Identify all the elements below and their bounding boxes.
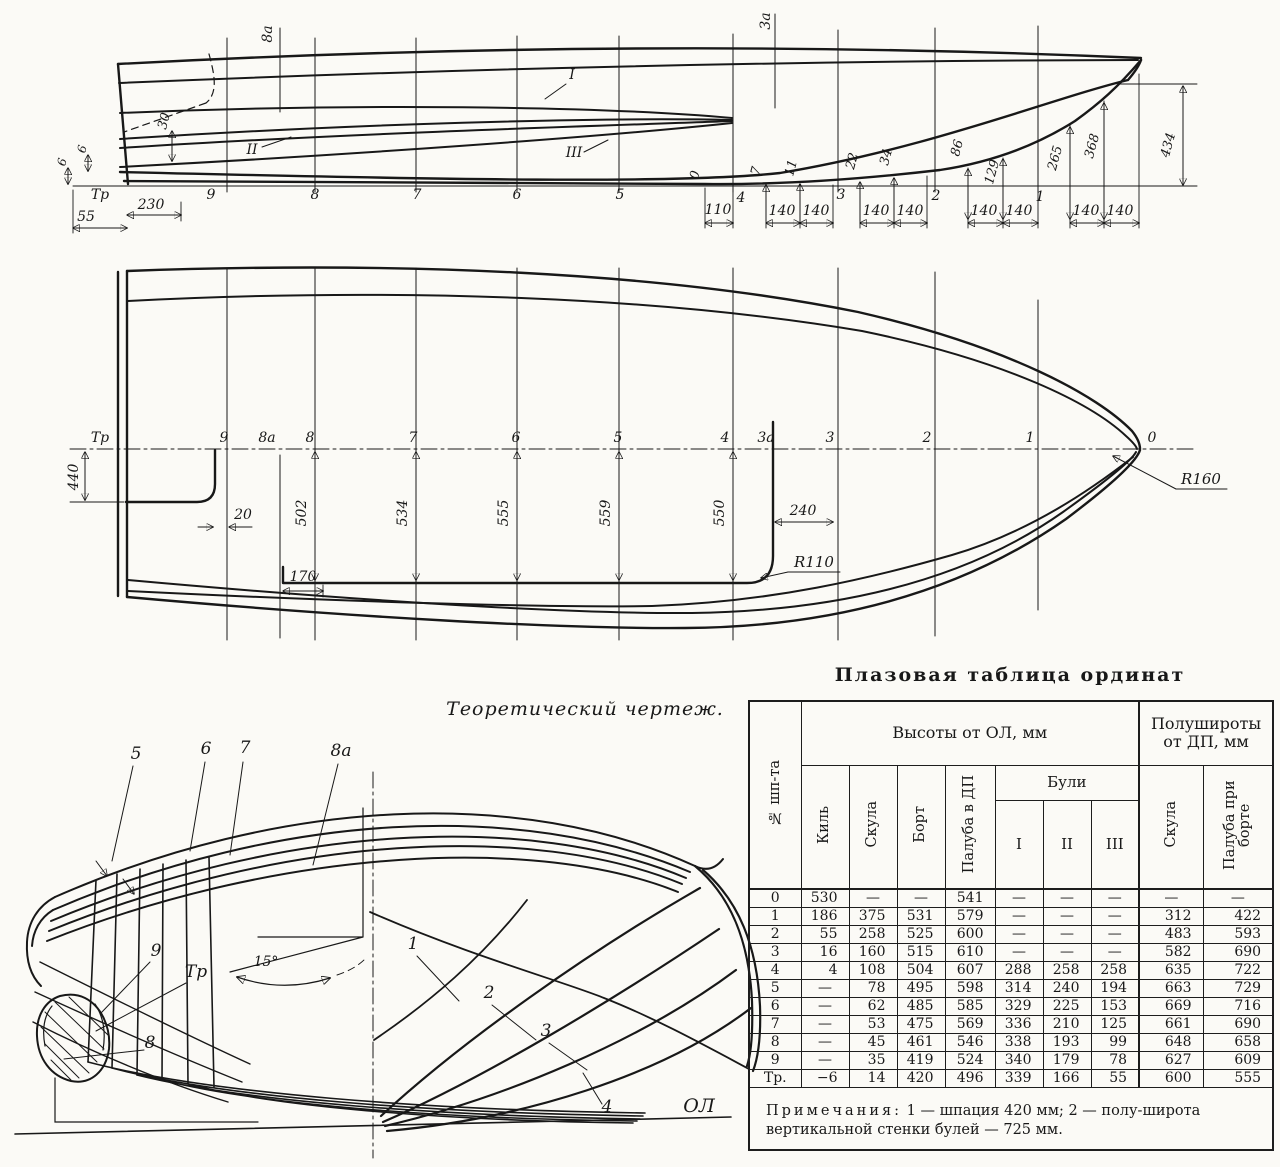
- table-cell: 9: [749, 1051, 801, 1069]
- header-keel: Киль: [801, 765, 849, 889]
- station-label: 3а: [758, 12, 774, 30]
- table-cell: 62: [849, 997, 897, 1015]
- table-cell: 419: [897, 1051, 945, 1069]
- table-cell: 6: [749, 997, 801, 1015]
- deck-outline-lower: [127, 450, 1140, 628]
- header-bulge-2: II: [1043, 800, 1091, 889]
- table-cell: 78: [849, 979, 897, 997]
- dimension-label: 140: [1072, 203, 1100, 219]
- leader-lines: [262, 84, 608, 152]
- table-cell: 690: [1203, 943, 1273, 961]
- station-label: 0: [1147, 430, 1157, 446]
- radius-label: R160: [1181, 470, 1221, 488]
- waterline-label: I: [569, 67, 575, 83]
- table-cell: —: [1139, 889, 1203, 908]
- header-frame-no: № шп-та: [749, 701, 801, 889]
- table-cell: 339: [995, 1069, 1043, 1087]
- bulge-wall-aft: [126, 450, 215, 502]
- table-cell: —: [1043, 907, 1091, 925]
- table-cell: 669: [1139, 997, 1203, 1015]
- dimension-label: 240: [789, 503, 817, 519]
- dimension-label: 140: [1005, 203, 1033, 219]
- table-cell: 546: [945, 1033, 995, 1051]
- table-cell: 329: [995, 997, 1043, 1015]
- station-label: 5: [613, 430, 623, 446]
- table-row: [749, 1033, 1273, 1051]
- table-body: [749, 889, 1273, 1088]
- table-cell: 495: [897, 979, 945, 997]
- dimension-label: 6: [74, 143, 90, 155]
- sheer-line: [119, 60, 1138, 83]
- table-cell: 485: [897, 997, 945, 1015]
- table-cell: 99: [1091, 1033, 1139, 1051]
- table-cell: 258: [849, 925, 897, 943]
- dimension-label: 140: [862, 203, 890, 219]
- dimension-label: 6: [54, 156, 70, 168]
- ordinate-table: [748, 700, 1274, 1151]
- dimension-label: 550: [712, 499, 728, 527]
- bulge-waterline-III: [120, 121, 732, 148]
- table-row: [749, 925, 1273, 943]
- body-plan-caption: Теоретический чертеж.: [446, 698, 724, 720]
- table-cell: 541: [945, 889, 995, 908]
- table-cell: 4: [801, 961, 849, 979]
- sheer-outline-upper: [128, 295, 1137, 449]
- table-cell: —: [801, 997, 849, 1015]
- table-cell: 598: [945, 979, 995, 997]
- table-cell: 635: [1139, 961, 1203, 979]
- station-label: 9: [219, 430, 229, 446]
- dimension-label: 86: [948, 138, 968, 159]
- station-label: 6: [200, 739, 212, 759]
- table-cell: —: [1091, 925, 1139, 943]
- table-cell: 375: [849, 907, 897, 925]
- dimension-label: 11: [782, 158, 802, 179]
- table-cell: 461: [897, 1033, 945, 1051]
- dimension-label: 140: [896, 203, 924, 219]
- header-chine: Скула: [849, 765, 897, 889]
- table-cell: 314: [995, 979, 1043, 997]
- header-bulge-1: I: [995, 800, 1043, 889]
- header-bulges-group: Були: [995, 765, 1139, 800]
- dimension-label: 230: [137, 197, 165, 213]
- table-cell: 5: [749, 979, 801, 997]
- profile-view: [68, 14, 1197, 233]
- dimension-label: 0: [687, 169, 704, 182]
- fore-sections: [370, 866, 760, 1131]
- table-cell: 475: [897, 1015, 945, 1033]
- table-cell: 661: [1139, 1015, 1203, 1033]
- table-cell: —: [1043, 943, 1091, 961]
- table-cell: 627: [1139, 1051, 1203, 1069]
- table-cell: 610: [945, 943, 995, 961]
- table-cell: 166: [1043, 1069, 1091, 1087]
- table-cell: 55: [1091, 1069, 1139, 1087]
- station-label: 9: [150, 941, 162, 961]
- station-label: 7: [408, 430, 418, 446]
- station-label: 3а: [757, 430, 775, 446]
- station-label: 7: [412, 187, 422, 203]
- table-cell: 525: [897, 925, 945, 943]
- table-cell: 585: [945, 997, 995, 1015]
- table-cell: 258: [1043, 961, 1091, 979]
- bulge-waterline-I: [120, 107, 732, 118]
- station-label: 6: [512, 187, 522, 203]
- station-label: 8: [310, 187, 320, 203]
- dimension-label: 534: [395, 499, 411, 527]
- table-cell: 524: [945, 1051, 995, 1069]
- dimension-label: 140: [768, 203, 796, 219]
- table-cell: 125: [1091, 1015, 1139, 1033]
- angle-annotation: [230, 808, 365, 985]
- station-label: 8: [144, 1033, 156, 1053]
- station-label: Тр: [184, 962, 208, 982]
- table-cell: 515: [897, 943, 945, 961]
- table-cell: 45: [849, 1033, 897, 1051]
- station-label: 2: [922, 430, 932, 446]
- station-label: 8а: [258, 430, 276, 446]
- table-title: Плазовая таблица ординат: [834, 664, 1186, 686]
- table-cell: 420: [897, 1069, 945, 1087]
- table-cell: 53: [849, 1015, 897, 1033]
- table-cell: 288: [995, 961, 1043, 979]
- bulge-wall-fwd: [283, 422, 773, 583]
- dimension-label: 140: [1106, 203, 1134, 219]
- table-cell: 582: [1139, 943, 1203, 961]
- table-cell: 648: [1139, 1033, 1203, 1051]
- dimension-label: 140: [970, 203, 998, 219]
- table-cell: 16: [801, 943, 849, 961]
- table-cell: 7: [749, 1015, 801, 1033]
- waterline-label: III: [565, 145, 583, 161]
- dimension-label: 22: [843, 151, 863, 172]
- station-label: 1: [1035, 189, 1045, 205]
- header-deck-side: Палуба при борте: [1203, 765, 1273, 889]
- dimension-label: 368: [1082, 132, 1104, 161]
- station-label: Тр: [90, 187, 110, 203]
- table-row: [749, 997, 1273, 1015]
- waterline-label: II: [246, 142, 258, 158]
- table-cell: —: [995, 943, 1043, 961]
- table-cell: Тр.: [749, 1069, 801, 1087]
- table-cell: −6: [801, 1069, 849, 1087]
- table-cell: 8: [749, 1033, 801, 1051]
- table-cell: 186: [801, 907, 849, 925]
- table-cell: —: [801, 1051, 849, 1069]
- table-cell: 716: [1203, 997, 1273, 1015]
- table-cell: —: [995, 907, 1043, 925]
- header-deck-cl: Палуба в ДП: [945, 765, 995, 889]
- table-cell: 496: [945, 1069, 995, 1087]
- aft-sections: [33, 857, 645, 1123]
- table-cell: 210: [1043, 1015, 1091, 1033]
- table-cell: —: [849, 889, 897, 908]
- baseline-label: ОЛ: [683, 1095, 715, 1117]
- table-cell: 194: [1091, 979, 1139, 997]
- station-label: 2: [483, 983, 495, 1003]
- dimension-label: 170: [289, 569, 317, 585]
- station-label: 3: [836, 187, 846, 203]
- table-cell: 312: [1139, 907, 1203, 925]
- table-cell: 422: [1203, 907, 1273, 925]
- table-cell: 607: [945, 961, 995, 979]
- station-label: 3: [825, 430, 835, 446]
- station-label: 5: [130, 744, 142, 764]
- table-cell: 609: [1203, 1051, 1273, 1069]
- bulge-section: [37, 995, 109, 1082]
- station-label: Тр: [90, 430, 110, 446]
- sheer-outline-lower: [128, 452, 1136, 613]
- dimension-label: 434: [1158, 131, 1180, 160]
- table-row: [749, 1069, 1273, 1087]
- station-label: 4: [720, 430, 730, 446]
- table-cell: 153: [1091, 997, 1139, 1015]
- dimension-label: 7: [748, 165, 765, 178]
- table-cell: 1: [749, 907, 801, 925]
- header-side: Борт: [897, 765, 945, 889]
- table-header: [749, 701, 1273, 889]
- table-cell: —: [1203, 889, 1273, 908]
- table-cell: —: [995, 889, 1043, 908]
- table-cell: —: [1091, 943, 1139, 961]
- table-cell: 690: [1203, 1015, 1273, 1033]
- dimension-label: 129: [982, 158, 1004, 187]
- bulge-waterline-II: [120, 119, 732, 139]
- table-cell: —: [995, 925, 1043, 943]
- table-cell: 338: [995, 1033, 1043, 1051]
- bulge-lower-edge: [120, 123, 732, 167]
- transom-outline: [118, 271, 127, 597]
- table-note: Примечания: 1 — шпация 420 мм; 2 — полу-широта вертикальной стенки булей — 725 мм.: [749, 1087, 1273, 1150]
- table-cell: 225: [1043, 997, 1091, 1015]
- header-heights-group: Высоты от ОЛ, мм: [801, 701, 1139, 765]
- dimension-label: 265: [1045, 144, 1067, 173]
- station-label: 7: [239, 738, 251, 758]
- table-cell: 160: [849, 943, 897, 961]
- station-label: 9: [206, 187, 216, 203]
- table-cell: 530: [801, 889, 849, 908]
- table-cell: 600: [1139, 1069, 1203, 1087]
- half-station-lines: [280, 14, 775, 112]
- dimension-label: 502: [294, 499, 310, 527]
- station-label: 2: [931, 188, 941, 204]
- table-cell: 504: [897, 961, 945, 979]
- halfbreadth-view: [70, 268, 1227, 640]
- table-cell: 569: [945, 1015, 995, 1033]
- table-cell: 4: [749, 961, 801, 979]
- table-cell: 108: [849, 961, 897, 979]
- deck-band: [27, 813, 723, 986]
- station-label: 3: [540, 1021, 552, 1041]
- station-label: 4: [601, 1097, 613, 1117]
- dimension-label: 34: [877, 147, 897, 168]
- table-cell: —: [897, 889, 945, 908]
- header-halfbreadths-group: Полушироты от ДП, мм: [1139, 701, 1273, 765]
- station-label: 8а: [330, 741, 352, 761]
- table-cell: 14: [849, 1069, 897, 1087]
- table-row: [749, 979, 1273, 997]
- table-cell: 729: [1203, 979, 1273, 997]
- table-cell: 35: [849, 1051, 897, 1069]
- table-cell: 55: [801, 925, 849, 943]
- radius-leader-r110: [761, 572, 788, 578]
- table-cell: 579: [945, 907, 995, 925]
- station-label: 1: [407, 934, 419, 954]
- table-cell: 531: [897, 907, 945, 925]
- table-cell: —: [1043, 889, 1091, 908]
- table-cell: 483: [1139, 925, 1203, 943]
- table-cell: —: [1043, 925, 1091, 943]
- station-label: 8: [305, 430, 315, 446]
- table-cell: 593: [1203, 925, 1273, 943]
- dimension-label: 20: [234, 507, 252, 523]
- table-cell: 722: [1203, 961, 1273, 979]
- table-row: [749, 907, 1273, 925]
- angle-label: 15°: [253, 954, 279, 970]
- table-cell: 78: [1091, 1051, 1139, 1069]
- dimension-label: 440: [66, 463, 82, 491]
- table-cell: 555: [1203, 1069, 1273, 1087]
- table-row: [749, 889, 1273, 908]
- header-chine-hb: Скула: [1139, 765, 1203, 889]
- table-cell: —: [801, 1033, 849, 1051]
- table-cell: —: [1091, 907, 1139, 925]
- table-cell: 3: [749, 943, 801, 961]
- header-bulge-3: III: [1091, 800, 1139, 889]
- table-cell: —: [1091, 889, 1139, 908]
- table-cell: 340: [995, 1051, 1043, 1069]
- radius-label: R110: [794, 553, 834, 571]
- body-plan-view: [15, 762, 760, 1158]
- dimension-label: 140: [802, 203, 830, 219]
- station-label: 1: [1025, 430, 1035, 446]
- dimension-label: 559: [598, 499, 614, 527]
- table-cell: 658: [1203, 1033, 1273, 1051]
- table-row: [749, 943, 1273, 961]
- table-cell: 258: [1091, 961, 1139, 979]
- dimension-label: 30: [155, 111, 175, 132]
- table-cell: 2: [749, 925, 801, 943]
- table-row: [749, 961, 1273, 979]
- station-label: 5: [615, 187, 625, 203]
- corner-bracket: [55, 1078, 258, 1122]
- dimension-label: 110: [704, 202, 732, 218]
- table-row: [749, 1051, 1273, 1069]
- dimension-label: 55: [77, 209, 95, 225]
- table-cell: 193: [1043, 1033, 1091, 1051]
- station-label: 8а: [260, 25, 276, 43]
- table-cell: —: [801, 1015, 849, 1033]
- table-cell: 179: [1043, 1051, 1091, 1069]
- table-cell: 600: [945, 925, 995, 943]
- station-label: 4: [736, 190, 746, 206]
- station-label: 6: [511, 430, 521, 446]
- table-row: [749, 1015, 1273, 1033]
- table-cell: —: [801, 979, 849, 997]
- table-cell: 0: [749, 889, 801, 908]
- table-cell: 240: [1043, 979, 1091, 997]
- dimension-label: 555: [496, 499, 512, 527]
- table-cell: 663: [1139, 979, 1203, 997]
- table-cell: 336: [995, 1015, 1043, 1033]
